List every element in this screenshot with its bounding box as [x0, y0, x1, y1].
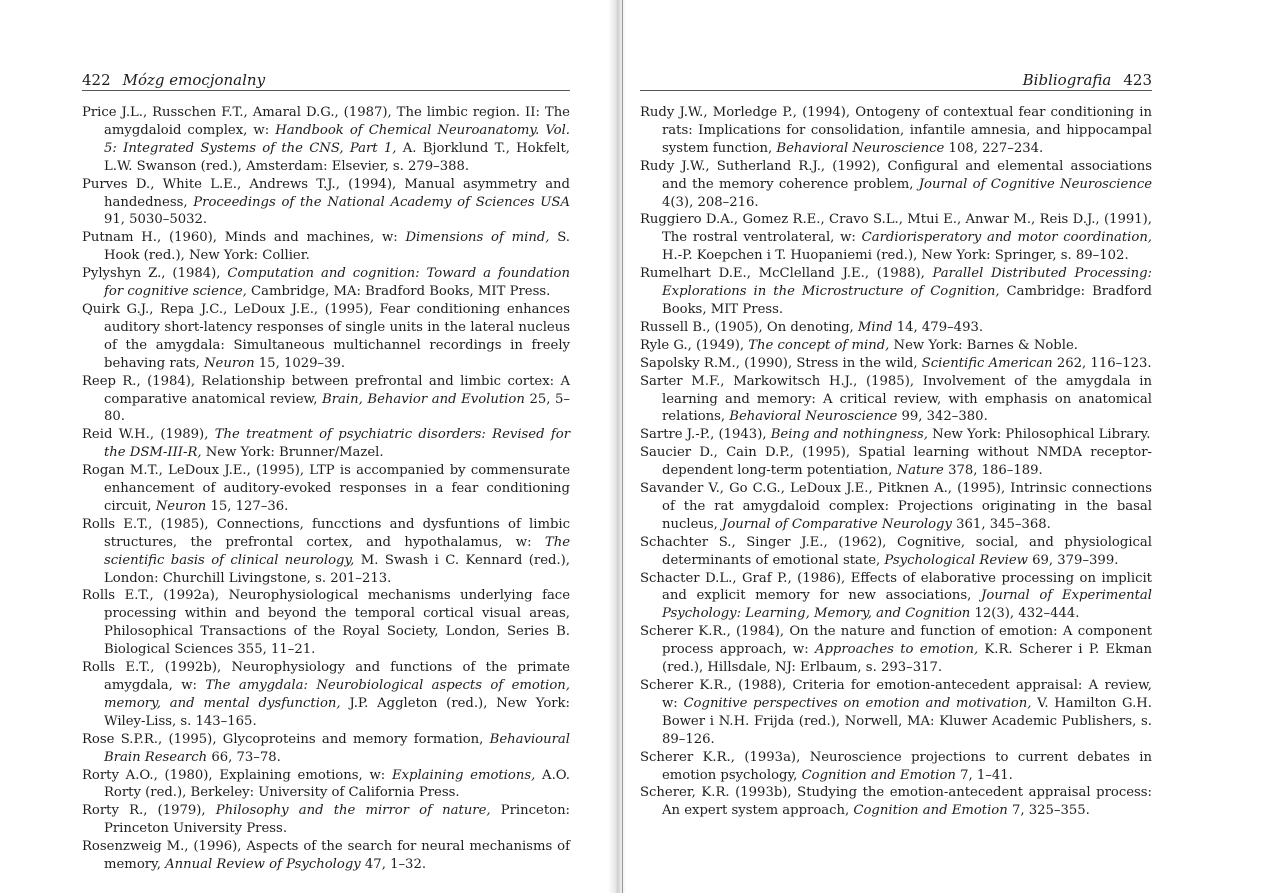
reference-source: A.O. Rorty (red.), Berkeley: University of California Press.: [104, 767, 570, 801]
reference-title: The scientific basis of clinical neurology,: [104, 534, 570, 568]
reference-title: Handbook of Chemical Neuroanatomy. Vol. 5: Integrated Systems of the CNS, Part 1,: [104, 122, 570, 156]
reference-entry: [82, 104, 570, 176]
reference-source: 15, 1029–39.: [254, 355, 346, 371]
reference-source: 99, 342–380.: [897, 409, 988, 425]
reference-text: Sapolsky R.M., (1990), Stress in the wild,: [640, 355, 922, 371]
reference-entry: [82, 802, 570, 838]
reference-text: Ryle G., (1949),: [640, 337, 749, 353]
reference-title: Cognition and Emotion: [853, 803, 1008, 819]
reference-source: 14, 479–493.: [892, 319, 984, 335]
reference-source: New York: Barnes & Noble.: [889, 337, 1078, 353]
reference-title: Journal of Comparative Neurology: [722, 516, 952, 532]
reference-text: Saucier D., Cain D.P., (1995), Spatial learning without NMDA receptor-dependent long-term potentiation,: [640, 445, 1152, 479]
reference-title: Explaining emotions,: [391, 767, 536, 783]
right-page: [624, 0, 1266, 893]
page-number: 423: [1123, 71, 1152, 89]
reference-entry: [640, 319, 1152, 337]
reference-text: Rolls E.T., (1992b), Neurophysiology and functions of the primate amygdala, w:: [82, 660, 570, 693]
reference-text: Rorty R., (1979),: [82, 803, 216, 819]
reference-text: Rosenzweig M., (1996), Aspects of the search for neural mechanisms of memory,: [82, 839, 570, 873]
reference-title: Cardiorisperatory and motor coordination,: [861, 230, 1152, 246]
reference-title: Behavioural Brain Research: [104, 731, 570, 765]
reference-source: V. Hamilton G.H. Bower i N.H. Frijda (red.), Norwell, MA: Kluwer Academic Publishers, s. 89–126.: [662, 695, 1153, 747]
reference-text: Rose S.P.R., (1995), Glycoproteins and memory formation,: [82, 731, 490, 747]
reference-title: Mind: [857, 319, 893, 335]
reference-text: Rogan M.T., LeDoux J.E., (1995), LTP is accompanied by commensurate enhancement of auditory-evoked responses in a fear conditioning circuit,: [82, 463, 570, 514]
reference-text: Scherer K.R., (1984), On the nature and function of emotion: A component process approach, w:: [640, 624, 1152, 658]
reference-title: Behavioral Neuroscience: [776, 140, 945, 156]
reference-source: 262, 116–123.: [1052, 355, 1152, 371]
reference-text: Reep R., (1984), Relationship between prefrontal and limbic cortex: A comparative anatomical review,: [82, 373, 570, 407]
reference-entry: [640, 623, 1152, 677]
reference-title: Neuron: [155, 498, 207, 514]
reference-text: Rudy J.W., Morledge P., (1994), Ontogeny of contextual fear conditioning in rats: Implications for consolidation, infantile amnesia, and hippocampal system function,: [640, 105, 1152, 156]
reference-title: Parallel Distributed Processing: Explorations in the Microstructure of Cognition,: [662, 266, 1152, 300]
reference-entry: [82, 301, 570, 373]
reference-title: Cognition and Emotion: [801, 767, 956, 783]
reference-entry: [82, 229, 570, 265]
reference-text: Quirk G.J., Repa J.C., LeDoux J.E., (1995), Fear conditioning enhances auditory short-latency responses of single units in the lateral nucleus of the amygdala: Simultaneous multichannel recordings in freely behaving rats,: [82, 301, 570, 371]
reference-title: Behavioral Neuroscience: [729, 409, 898, 425]
reference-entry: [82, 767, 570, 803]
reference-title: Journal of Experimental Psychology: Learning, Memory, and Cognition: [662, 588, 1152, 622]
reference-entry: [640, 373, 1152, 427]
reference-title: The treatment of psychiatric disorders: Revised for the DSM-III-R,: [104, 427, 570, 461]
reference-entry: [82, 462, 570, 516]
reference-title: Scientific American: [921, 355, 1053, 371]
reference-list: [640, 104, 1152, 820]
left-page: [0, 0, 610, 893]
reference-title: Dimensions of mind,: [405, 230, 550, 246]
reference-entry: [640, 534, 1152, 570]
reference-title: Brain, Behavior and Evolution: [322, 391, 525, 407]
reference-text: Russell B., (1905), On denoting,: [640, 319, 858, 335]
reference-text: Savander V., Go C.G., LeDoux J.E., Pitknen A., (1995), Intrinsic connections of the rat amygdaloid complex: Projections originating in the basal nucleus,: [640, 481, 1152, 532]
reference-text: Rolls E.T., (1992a), Neurophysiological mechanisms underlying face processing within and beyond the temporal cortical visual areas, Philosophical Transactions of the Royal Society, London, Series B. Biological Sciences 355, 11–21.: [82, 588, 570, 658]
reference-text: Purves D., White L.E., Andrews T.J., (1994), Manual asymmetry and handedness,: [82, 176, 570, 210]
reference-source: 361, 345–368.: [951, 516, 1051, 532]
reference-title: The concept of mind,: [748, 337, 890, 353]
reference-source: 7, 1–41.: [955, 767, 1013, 783]
reference-title: Computation and cognition: Toward a foundation for cognitive science,: [104, 266, 570, 300]
reference-text: Schachter S., Singer J.E., (1962), Cognitive, social, and physiological determinants of emotional state,: [640, 534, 1152, 568]
reference-source: 7, 325–355.: [1007, 803, 1090, 819]
reference-text: Putnam H., (1960), Minds and machines, w:: [82, 230, 406, 246]
reference-entry: [640, 749, 1152, 785]
reference-entry: [82, 516, 570, 588]
reference-entry: [640, 337, 1152, 355]
reference-source: 378, 186–189.: [943, 463, 1043, 479]
reference-title: Nature: [896, 463, 944, 479]
reference-text: Ruggiero D.A., Gomez R.E., Cravo S.L., Mtui E., Anwar M., Reis D.J., (1991), The rostral ventrolateral, w:: [640, 212, 1152, 246]
reference-entry: [640, 265, 1152, 319]
reference-source: 47, 1–32.: [360, 857, 427, 873]
reference-text: Reid W.H., (1989),: [82, 427, 215, 443]
reference-title: Approaches to emotion,: [814, 642, 979, 658]
reference-text: Rorty A.O., (1980), Explaining emotions, w:: [82, 767, 392, 783]
reference-text: Rudy J.W., Sutherland R.J., (1992), Configural and elemental associations and the memory coherence problem,: [640, 158, 1152, 192]
reference-source: 91, 5030–5032.: [104, 212, 208, 228]
reference-title: Philosophy and the mirror of nature,: [215, 803, 491, 819]
reference-text: Rolls E.T., (1985), Connections, funcctions and dysfuntions of limbic structures, the prefrontal cortex, and hypothalamus, w:: [82, 516, 570, 550]
reference-source: New York: Philosophical Library.: [927, 427, 1151, 443]
reference-source: 108, 227–234.: [944, 140, 1044, 156]
left-page-header: [82, 70, 570, 91]
reference-entry: [82, 731, 570, 767]
book-spine-line: [622, 0, 623, 893]
reference-entry: [640, 444, 1152, 480]
reference-entry: [640, 355, 1152, 373]
reference-source: S. Hook (red.), New York: Collier.: [104, 230, 570, 264]
reference-source: H.-P. Koepchen i T. Huopaniemi (red.), New York: Springer, s. 89–102.: [662, 248, 1129, 264]
reference-title: Being and nothingness,: [770, 427, 928, 443]
reference-entry: [82, 265, 570, 301]
reference-text: Scherer K.R., (1988), Criteria for emotion-antecedent appraisal: A review, w:: [640, 678, 1152, 711]
reference-source: 12(3), 432–444.: [970, 606, 1080, 622]
reference-title: Annual Review of Psychology: [165, 857, 361, 873]
reference-entry: [82, 587, 570, 659]
reference-source: J.P. Aggleton (red.), New York: Wiley-Liss, s. 143–165.: [104, 695, 570, 729]
reference-entry: [640, 784, 1152, 820]
reference-source: New York: Brunner/Mazel.: [201, 445, 384, 461]
reference-source: A. Bjorklund T., Hokfelt, L.W. Swanson (red.), Amsterdam: Elsevier, s. 279–388.: [104, 140, 570, 174]
reference-title: Neuron: [204, 355, 255, 371]
reference-entry: [640, 104, 1152, 158]
reference-source: 15, 127–36.: [206, 498, 289, 514]
reference-source: Princeton: Princeton University Press.: [104, 803, 571, 837]
reference-text: Price J.L., Russchen F.T., Amaral D.G., (1987), The limbic region. II: The amygdaloid complex, w:: [82, 105, 570, 138]
page-number: 422: [82, 71, 111, 89]
reference-title: Psychological Review: [884, 552, 1028, 568]
reference-entry: [640, 677, 1152, 749]
reference-entry: [82, 426, 570, 462]
reference-entry: [640, 211, 1152, 265]
reference-entry: [82, 373, 570, 427]
reference-entry: [640, 158, 1152, 212]
reference-entry: [82, 176, 570, 230]
reference-source: K.R. Scherer i P. Ekman (red.), Hillsdale, NJ: Erlbaum, s. 293–317.: [662, 642, 1152, 676]
reference-source: Cambridge: Bradford Books, MIT Press.: [662, 284, 1152, 317]
reference-text: Scherer K.R., (1993a), Neuroscience projections to current debates in emotion psychology,: [640, 749, 1152, 783]
reference-entry: [82, 659, 570, 731]
reference-source: 4(3), 208–216.: [662, 194, 759, 210]
reference-source: M. Swash i C. Kennard (red.), London: Churchill Livingstone, s. 201–213.: [104, 552, 570, 586]
reference-text: Sartre J.-P., (1943),: [640, 427, 771, 443]
reference-title: Proceedings of the National Academy of Sciences USA: [193, 194, 570, 210]
reference-source: 69, 379–399.: [1027, 552, 1119, 568]
reference-text: Scherer, K.R. (1993b), Studying the emotion-antecedent appraisal process: An expert system approach,: [640, 785, 1152, 819]
reference-entry: [640, 426, 1152, 444]
reference-source: 66, 73–78.: [207, 749, 281, 765]
reference-source: 25, 5–80.: [104, 391, 571, 425]
reference-list: [82, 104, 570, 874]
reference-title: The amygdala: Neurobiological aspects of emotion, memory, and mental dysfunction,: [104, 678, 570, 711]
running-title: Bibliografia: [1022, 71, 1112, 89]
reference-entry: [640, 570, 1152, 624]
reference-source: Cambridge, MA: Bradford Books, MIT Press.: [246, 284, 551, 300]
reference-title: Cognitive perspectives on emotion and motivation,: [683, 695, 1032, 711]
reference-text: Schacter D.L., Graf P., (1986), Effects of elaborative processing on implicit and explicit memory for new associations,: [640, 570, 1152, 604]
reference-title: Journal of Cognitive Neuroscience: [918, 176, 1153, 192]
reference-text: Pylyshyn Z., (1984),: [82, 266, 228, 282]
reference-text: Sarter M.F., Markowitsch H.J., (1985), Involvement of the amygdala in learning and memory: A critical review, with emphasis on anatomical relations,: [640, 373, 1152, 425]
reference-text: Rumelhart D.E., McClelland J.E., (1988),: [640, 266, 933, 282]
right-page-header: [640, 70, 1152, 91]
running-title: Mózg emocjonalny: [122, 71, 266, 89]
reference-entry: [640, 480, 1152, 534]
reference-entry: [82, 838, 570, 874]
